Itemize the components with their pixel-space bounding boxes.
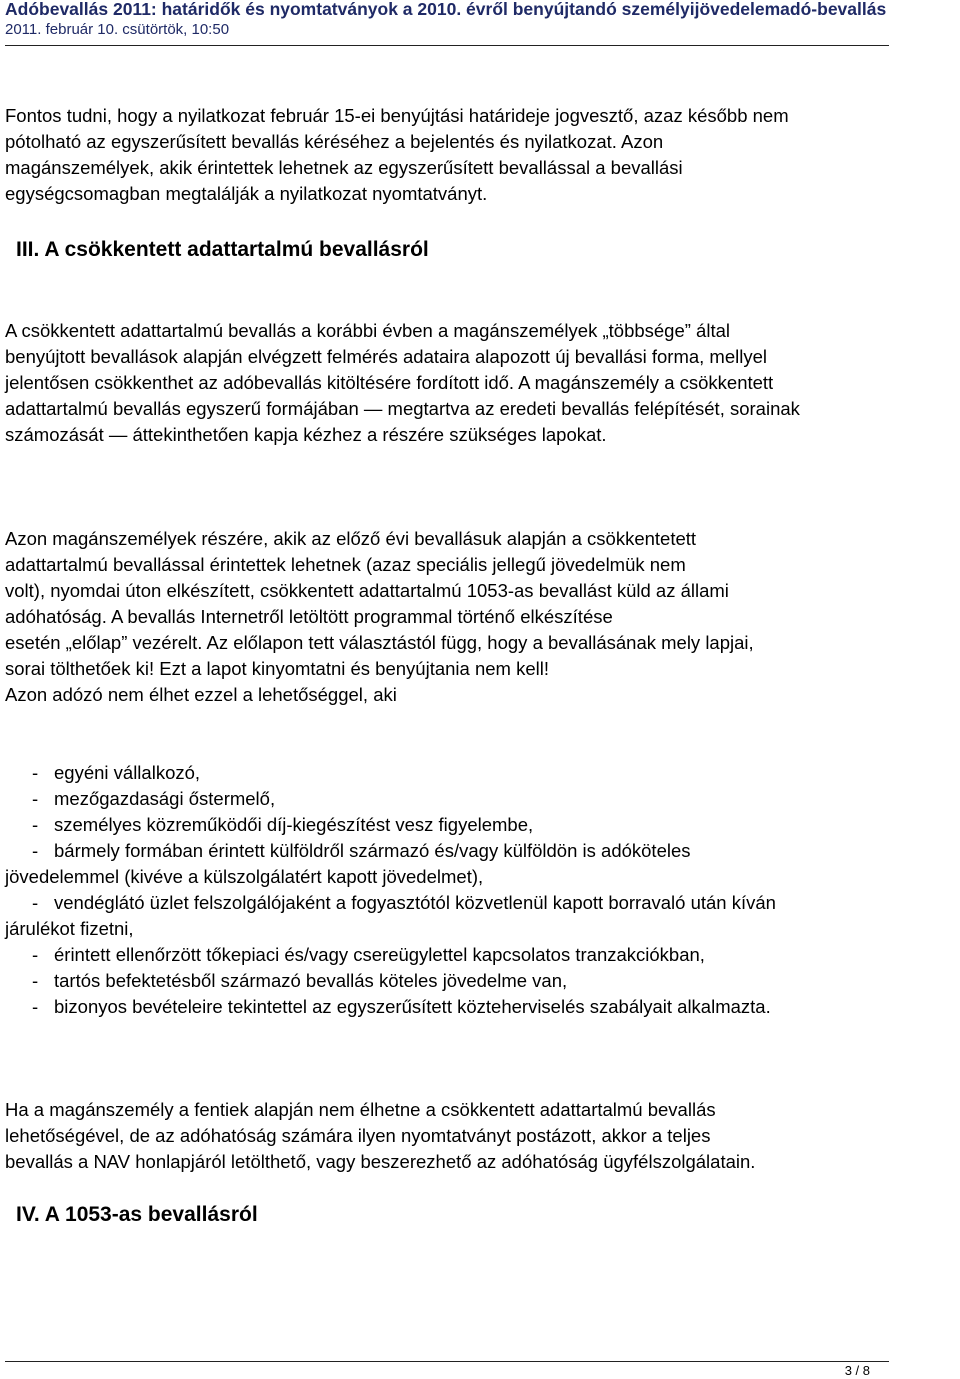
text-line: sorai tölthetőek ki! Ezt a lapot kinyomtatni és benyújtania nem kell! <box>5 658 549 679</box>
section-3-paragraph-3 <box>5 1097 905 1175</box>
document-header-date: 2011. február 10. csütörtök, 10:50 <box>5 21 230 38</box>
text-line: egységcsomagban megtalálják a nyilatkozat nyomtatványt. <box>5 183 488 204</box>
list-dash: - <box>32 788 39 809</box>
list-item-text: személyes közreműködői díj-kiegészítést vesz figyelembe, <box>54 814 534 835</box>
section-3-paragraph-1 <box>5 318 905 448</box>
list-dash: - <box>32 996 39 1017</box>
list-dash: - <box>32 944 39 965</box>
list-item <box>5 760 905 786</box>
text-line: volt), nyomdai úton elkészített, csökkentett adattartalmú 1053-as bevallást küld az állami <box>5 580 729 601</box>
text-line: Azon magánszemélyek részére, akik az előző évi bevallásuk alapján a csökkentetett <box>5 528 697 549</box>
list-item-text: tartós befektetésből származó bevallás köteles jövedelme van, <box>54 970 568 991</box>
text-line: számozását — áttekinthetően kapja kézhez a részére szükséges lapokat. <box>5 424 607 445</box>
text-line: benyújtott bevallások alapján elvégzett felmérés adataira alapozott új bevallási forma, mellyel <box>5 346 768 367</box>
list-item-text: vendéglátó üzlet felszolgálójaként a fogyasztótól közvetlenül kapott borravaló után kíván <box>54 892 776 913</box>
text-line: adattartalmú bevallás egyszerű formájában — megtartva az eredeti bevallás felépítését, sorainak <box>5 398 800 419</box>
list-item <box>5 942 905 968</box>
list-dash: - <box>32 762 39 783</box>
list-item-text: mezőgazdasági őstermelő, <box>54 788 276 809</box>
text-line: A csökkentett adattartalmú bevallás a korábbi évben a magánszemélyek „többsége” által <box>5 320 730 341</box>
text-line: magánszemélyek, akik érintettek lehetnek az egyszerűsített bevallással a bevallási <box>5 157 683 178</box>
text-line: adattartalmú bevallással érintettek lehetnek (azaz speciális jellegű jövedelmük nem <box>5 554 686 575</box>
list-item-continuation: járulékot fizetni, <box>5 918 134 939</box>
section-3-heading: III. A csökkentett adattartalmú bevallásról <box>16 238 429 261</box>
list-item <box>5 838 905 864</box>
list-item-text: bizonyos bevételeire tekintettel az egyszerűsített közteherviselés szabályait alkalmazta. <box>54 996 771 1017</box>
list-item <box>5 994 905 1020</box>
list-item <box>5 968 905 994</box>
exclusion-list <box>5 760 905 1020</box>
text-line: jelentősen csökkenthet az adóbevallás kitöltésére fordított idő. A magánszemély a csökkentett <box>5 372 774 393</box>
list-item-continuation: jövedelemmel (kivéve a külszolgálatért kapott jövedelmet), <box>5 866 484 887</box>
text-line: Fontos tudni, hogy a nyilatkozat február 15-ei benyújtási határideje jogvesztő, azaz később nem <box>5 105 789 126</box>
document-header-title: Adóbevallás 2011: határidők és nyomtatványok a 2010. évről benyújtandó személyijövedelemadó-bevallás <box>5 0 887 19</box>
text-line: bevallás a NAV honlapjáról letölthető, vagy beszerezhető az adóhatóság ügyfélszolgálatain. <box>5 1151 756 1172</box>
section-3-paragraph-2 <box>5 526 905 708</box>
list-item-text: bármely formában érintett külföldről származó és/vagy külföldön is adóköteles <box>54 840 691 861</box>
text-line: Ha a magánszemély a fentiek alapján nem élhetne a csökkentett adattartalmú bevallás <box>5 1099 716 1120</box>
list-dash: - <box>32 892 39 913</box>
text-line: lehetőségével, de az adóhatóság számára ilyen nyomtatványt postázott, akkor a teljes <box>5 1125 711 1146</box>
text-line: esetén „előlap” vezérelt. Az előlapon tett választástól függ, hogy a bevallásának mely lapjai, <box>5 632 754 653</box>
list-item <box>5 786 905 812</box>
intro-paragraph <box>5 103 905 207</box>
page-number: 3 / 8 <box>844 1363 870 1378</box>
list-item <box>5 812 905 838</box>
list-item-text: egyéni vállalkozó, <box>54 762 201 783</box>
list-dash: - <box>32 814 39 835</box>
text-line: pótolható az egyszerűsített bevallás kéréséhez a bejelentés és nyilatkozat. Azon <box>5 131 664 152</box>
text-line: Azon adózó nem élhet ezzel a lehetőséggel, aki <box>5 684 397 705</box>
section-4-heading: IV. A 1053-as bevallásról <box>16 1203 258 1226</box>
list-dash: - <box>32 970 39 991</box>
header-divider <box>5 45 889 46</box>
footer-divider <box>5 1361 889 1362</box>
list-item-text: érintett ellenőrzött tőkepiaci és/vagy csereügylettel kapcsolatos tranzakciókban, <box>54 944 705 965</box>
list-dash: - <box>32 840 39 861</box>
text-line: adóhatóság. A bevallás Internetről letöltött programmal történő elkészítése <box>5 606 613 627</box>
list-item <box>5 890 905 916</box>
